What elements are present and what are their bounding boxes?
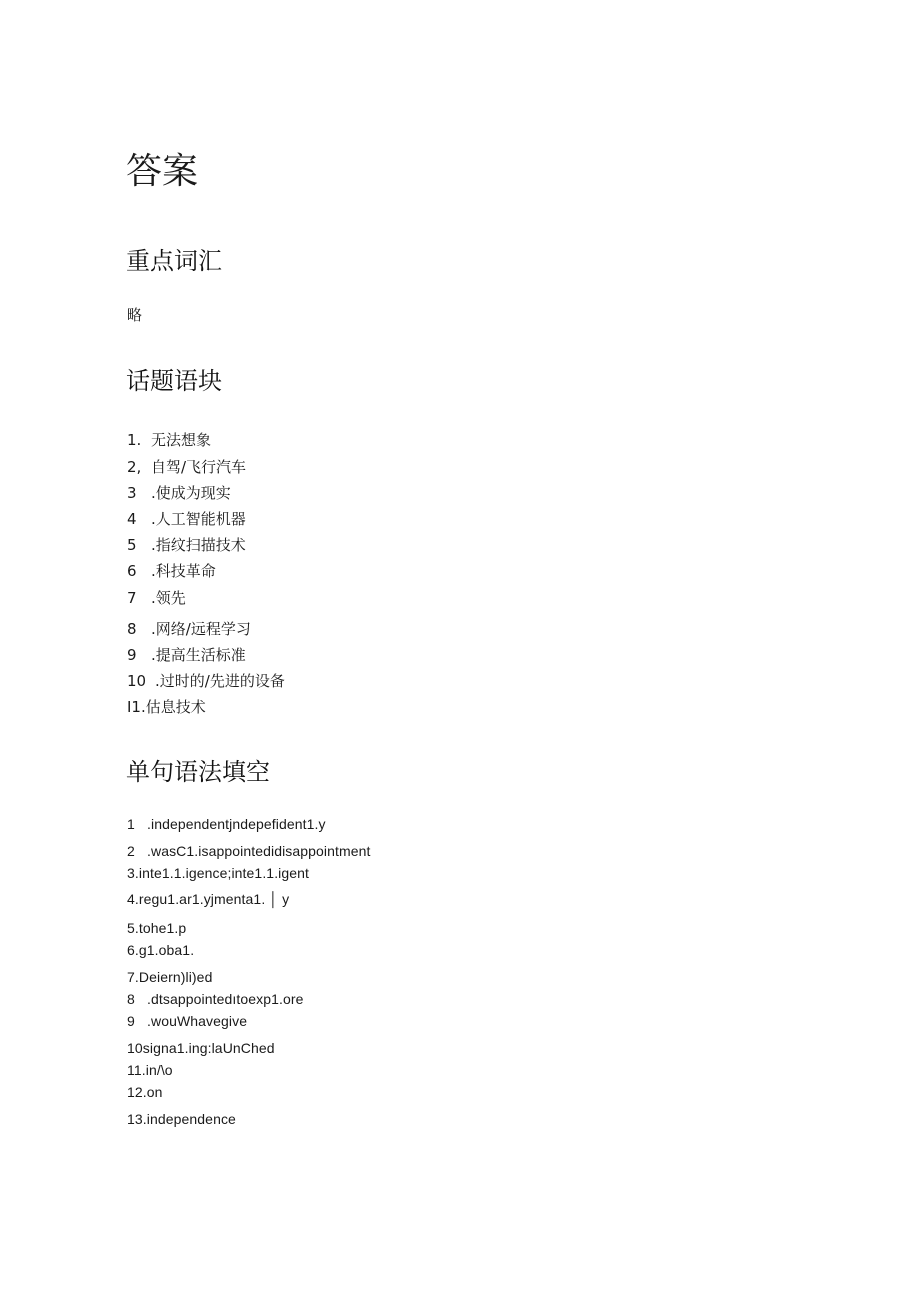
page-title: 答案: [126, 151, 199, 192]
item-number: 5: [127, 536, 137, 554]
item-text: .科技革命: [151, 562, 216, 580]
item-text: inte1.1.igence;inte1.1.igent: [138, 865, 310, 881]
phrase-item-9: [127, 645, 246, 665]
item-text: .independentjndepefident1.y: [147, 816, 326, 832]
item-text: .提高生活标准: [151, 646, 246, 664]
item-text: regu1.ar1.yjmenta1. │ y: [138, 891, 290, 907]
item-text: .dtsappointedıtoexp1.ore: [147, 991, 304, 1007]
item-text: 自驾/飞行汽车: [151, 458, 247, 476]
grammar-item-6: [127, 940, 194, 960]
item-number: 10: [127, 672, 147, 690]
item-text: independence: [146, 1111, 236, 1127]
grammar-item-1: [127, 814, 326, 834]
grammar-item-10: [127, 1038, 275, 1058]
item-number: 1: [127, 816, 135, 832]
grammar-item-11: [127, 1060, 173, 1080]
item-number: 2,: [127, 458, 142, 476]
item-text: 无法想象: [151, 431, 212, 449]
phrase-item-11: [127, 697, 206, 717]
item-text: tohe1.p: [138, 920, 187, 936]
item-number: 10: [127, 1040, 143, 1056]
item-text: g1.oba1.: [138, 942, 195, 958]
item-text: .使成为现实: [151, 484, 231, 502]
phrase-item-4: [127, 509, 246, 529]
grammar-item-9: [127, 1011, 247, 1031]
item-number: 4: [127, 510, 137, 528]
grammar-item-13: [127, 1109, 236, 1129]
item-number: I1.: [127, 698, 146, 716]
item-number: 13.: [127, 1111, 147, 1127]
vocab-note: 略: [127, 306, 143, 324]
item-text: signa1.ing:laUnChed: [142, 1040, 275, 1056]
phrase-item-5: [127, 535, 246, 555]
item-number: 2: [127, 843, 135, 859]
item-text: Deiern)li)ed: [138, 969, 213, 985]
item-number: 8: [127, 991, 135, 1007]
item-number: 6.: [127, 942, 139, 958]
item-number: 3.: [127, 865, 139, 881]
item-number: 4.: [127, 891, 139, 907]
item-number: 3: [127, 484, 137, 502]
item-text: 估息技术: [145, 698, 206, 716]
item-number: 9: [127, 646, 137, 664]
item-text: .指纹扫描技术: [151, 536, 246, 554]
section-heading-vocab: 重点词汇: [126, 247, 222, 275]
item-number: 1.: [127, 431, 142, 449]
phrase-item-6: [127, 561, 216, 581]
phrase-item-7: [127, 588, 186, 608]
phrase-item-2: [127, 457, 246, 477]
item-text: .人工智能机器: [151, 510, 246, 528]
item-text: .wouWhavegive: [147, 1013, 248, 1029]
item-number: 12.: [127, 1084, 147, 1100]
item-text: .领先: [151, 589, 186, 607]
phrase-item-3: [127, 483, 231, 503]
phrase-item-10: [127, 671, 285, 691]
phrase-item-1: [127, 430, 211, 450]
item-text: .过时的/先进的设备: [155, 672, 285, 690]
section-heading-grammar: 单句语法填空: [126, 758, 270, 786]
grammar-item-12: [127, 1082, 163, 1102]
grammar-item-8: [127, 989, 304, 1009]
item-text: .wasC1.isappointedidisappointment: [147, 843, 371, 859]
grammar-item-7: [127, 967, 212, 987]
grammar-item-5: [127, 918, 186, 938]
grammar-item-2: [127, 841, 371, 861]
section-heading-phrases: 话题语块: [126, 367, 222, 395]
item-number: 7: [127, 589, 137, 607]
item-number: 7.: [127, 969, 139, 985]
item-number: 9: [127, 1013, 135, 1029]
item-text: .网络/远程学习: [151, 620, 251, 638]
item-text: in/\o: [145, 1062, 173, 1078]
item-number: 6: [127, 562, 137, 580]
phrase-item-8: [127, 619, 251, 639]
item-text: on: [146, 1084, 163, 1100]
item-number: 5.: [127, 920, 139, 936]
item-number: 11.: [127, 1062, 146, 1078]
grammar-item-4: [127, 889, 289, 909]
item-number: 8: [127, 620, 137, 638]
grammar-item-3: [127, 863, 309, 883]
